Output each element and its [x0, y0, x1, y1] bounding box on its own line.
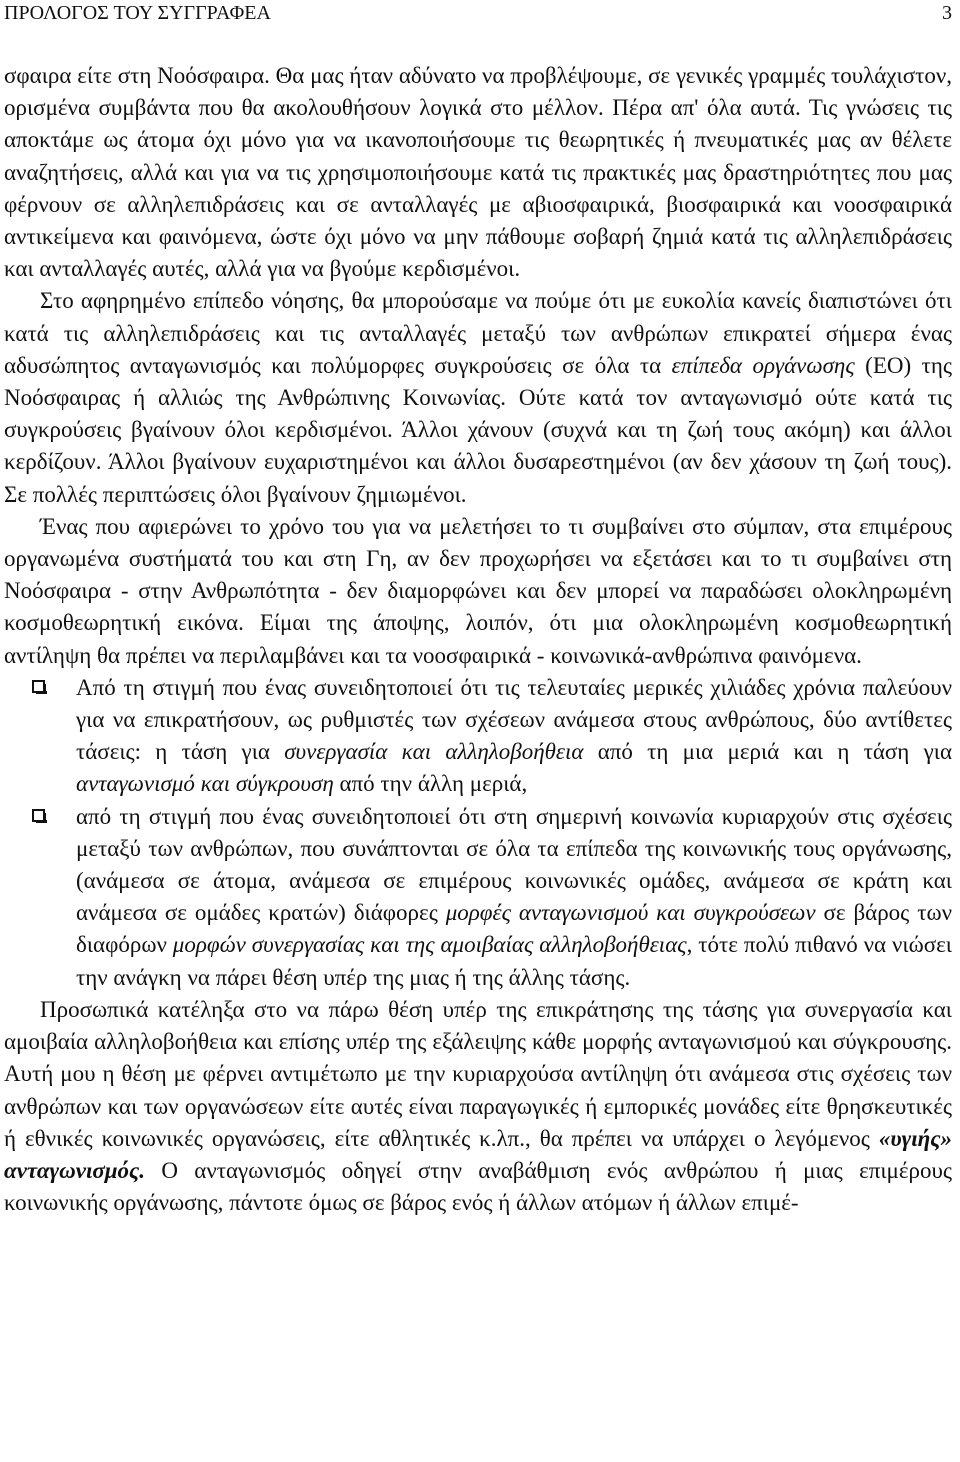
- page-number: 3: [942, 2, 952, 24]
- paragraph-2: Στο αφηρημένο επίπεδο νόησης, θα μπορούσαμε να πούμε ότι με ευκολία κανείς διαπιστώνει ότι κατά τις αλληλεπιδράσεις και τις ανταλλαγές μεταξύ των ανθρώπων επικρατεί σήμερα ένας αδυσώπητος ανταγωνισμός και πολύμορφες συγκρούσεις σε όλα τα επίπεδα οργάνωσης (ΕΟ) της Νοόσφαιρας ή αλλιώς της Ανθρώπινης Κοινωνίας. Ούτε κατά τον ανταγωνισμό ούτε κατά τις συγκρούσεις βγαίνουν όλοι κερδισμένοι. Άλλοι χάνουν (συχνά και τη ζωή τους ακόμη) και άλλοι κερδίζουν. Άλλοι βγαίνουν ευχαριστημένοι και άλλοι δυσαρεστημένοι (αν δεν χάσουν τη ζωή τους). Σε πολλές περιπτώσεις όλοι βγαίνουν ζημιωμένοι.: [4, 288, 952, 507]
- paragraph-3: Ένας που αφιερώνει το χρόνο του για να μελετήσει το τι συμβαίνει στο σύμπαν, στα επιμέρους οργανωμένα συστήματά του και στη Γη, αν δεν προχωρήσει να εξετάσει και το τι συμβαίνει στη Νοόσφαιρα - στην Ανθρωπότητα - δεν διαμορφώνει και δεν μπορεί να παραδώσει ολοκληρωμένη κοσμοθεωρητική εικόνα. Είμαι της άποψης, λοιπόν, ότι μια ολοκληρωμένη κοσμοθεωρητική αντίληψη θα πρέπει να περιλαμβάνει και τα νοοσφαιρικά - κοινωνικά-ανθρώπινα φαινόμενα.: [4, 513, 952, 668]
- running-header: [4, 0, 952, 34]
- italic-term: μορφές ανταγωνισμού και συγκρούσεων: [445, 900, 816, 926]
- list-item: Από τη στιγμή που ένας συνειδητοποιεί ότι τις τελευταίες μερικές χιλιάδες χρόνια παλεύουν για να επικρατήσουν, ως ρυθμιστές των σχέσεων ανάμεσα στους ανθρώπους, δύο αντίθετες τάσεις: η τάση για συνεργασία και αλληλοβοήθεια από τη μια μεριά και η τάση για ανταγωνισμό και σύγκρουση από την άλλη μεριά,: [4, 672, 952, 801]
- bullet-list: [4, 672, 952, 994]
- paragraph-4: Προσωπικά κατέληξα στο να πάρω θέση υπέρ της επικράτησης της τάσης για συνεργασία και αμοιβαία αλληλοβοήθεια και επίσης υπέρ της εξάλειψης κάθε μορφής ανταγωνισμού και σύγκρουσης. Αυτή μου η θέση με φέρνει αντιμέτωπο με την κυριαρχούσα αντίληψη ότι ανάμεσα στις σχέσεις των ανθρώπων και των οργανώσεων είτε αυτές είναι παραγωγικές ή εμπορικές μονάδες είτε θρησκευτικές ή εθνικές κοινωνικές οργανώσεις, είτε αθλητικές κ.λπ., θα πρέπει να υπάρχει ο λεγόμενος «υγιής» ανταγωνισμός. Ο ανταγωνισμός οδηγεί στην αναβάθμιση ενός ανθρώπου ή μιας επιμέρους κοινωνικής οργάνωσης, πάντοτε όμως σε βάρος ενός ή άλλων ατόμων ή άλλων επιμέ-: [4, 996, 952, 1216]
- checkbox-bullet-icon: [32, 809, 45, 822]
- checkbox-bullet-icon: [32, 680, 45, 693]
- italic-term: επίπεδα οργάνωσης: [671, 352, 855, 378]
- paragraph-1: σφαιρα είτε στη Νοόσφαιρα. Θα μας ήταν αδύνατο να προβλέψουμε, σε γενικές γραμμές τουλάχιστον, ορισμένα συμβάντα που θα ακολουθήσουν λογικά στο μέλλον. Πέρα απ' όλα αυτά. Τις γνώσεις τις αποκτάμε ως άτομα όχι μόνο για να ικανοποιήσουμε τις θεωρητικές ή πνευματικές μας αν θέλετε αναζητήσεις, αλλά και για να τις χρησιμοποιήσουμε κατά τις πρακτικές μας δραστηριότητες που μας φέρνουν σε αλληλεπιδράσεις και σε ανταλλαγές με αβιοσφαιρικά, βιοσφαιρικά και νοοσφαιρικά αντικείμενα και φαινόμενα, ώστε όχι μόνο να μην πάθουμε σοβαρή ζημιά κατά τις αλληλεπιδράσεις και ανταλλαγές αυτές, αλλά για να βγούμε κερδισμένοι.: [4, 63, 952, 282]
- list-item: από τη στιγμή που ένας συνειδητοποιεί ότι στη σημερινή κοινωνία κυριαρχούν στις σχέσεις μεταξύ των ανθρώπων, που συνάπτονται σε όλα τα επίπεδα της κοινωνικής τους οργάνωσης, (ανάμεσα σε άτομα, ανάμεσα σε επιμέρους κοινωνικές ομάδες, ανάμεσα σε κράτη και ανάμεσα σε ομάδες κρατών) διάφορες μορφές ανταγωνισμού και συγκρούσεων σε βάρος των διαφόρων μορφών συνεργασίας και της αμοιβαίας αλληλοβοήθειας, τότε πολύ πιθανό να νιώσει την ανάγκη να πάρει θέση υπέρ της μιας ή της άλλης τάσης.: [4, 801, 952, 994]
- italic-term: μορφών συνεργασίας και της αμοιβαίας αλληλοβοήθειας: [172, 932, 687, 958]
- bold-italic-term: «υγιής» ανταγωνισμός.: [4, 1125, 952, 1183]
- chapter-title: ΠΡΟΛΟΓΟΣ ΤΟΥ ΣΥΓΓΡΑΦΕΑ: [4, 2, 271, 24]
- italic-term: ανταγωνισμό και σύγκρουση: [76, 771, 334, 797]
- body-text: [4, 60, 952, 1219]
- italic-term: συνεργασία και αλληλοβοήθεια: [284, 739, 584, 765]
